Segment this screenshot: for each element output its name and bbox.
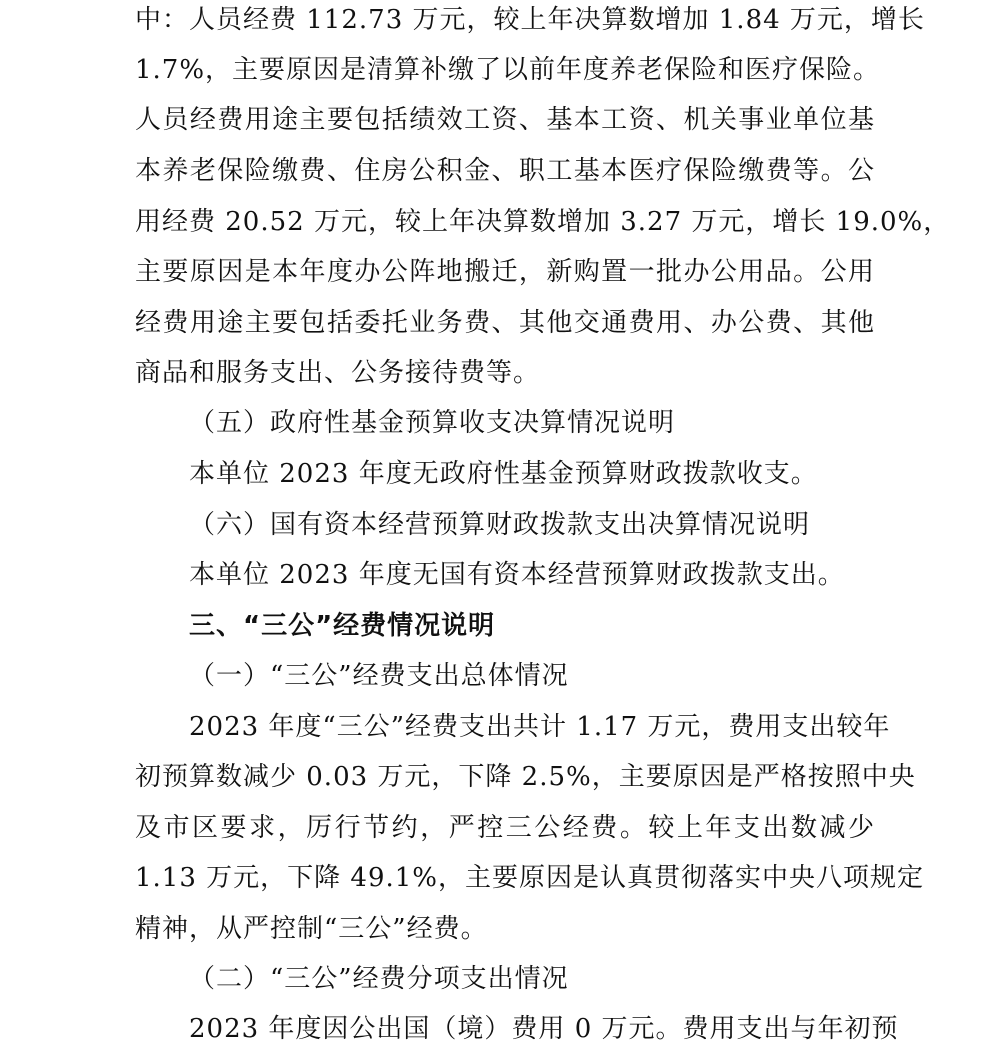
- section-heading: （二）“三公”经费分项支出情况: [189, 964, 569, 994]
- paragraph-line: 初预算数减少 0.03 万元，下降 2.5%，主要原因是严格按照中央: [135, 762, 916, 792]
- paragraph-line: 2023 年度“三公”经费支出共计 1.17 万元，费用支出较年: [189, 712, 891, 742]
- section-heading: （六）国有资本经营预算财政拨款支出决算情况说明: [189, 510, 811, 540]
- section-heading: （一）“三公”经费支出总体情况: [189, 661, 569, 691]
- paragraph-line: 经费用途主要包括委托业务费、其他交通费用、办公费、其他: [135, 308, 875, 338]
- section-heading: （五）政府性基金预算收支决算情况说明: [189, 408, 676, 438]
- chapter-heading: 三、“三公”经费情况说明: [189, 611, 496, 641]
- paragraph-line: 用经费 20.52 万元，较上年决算数增加 3.27 万元，增长 19.0%，: [135, 207, 951, 237]
- paragraph-line: 人员经费用途主要包括绩效工资、基本工资、机关事业单位基: [135, 105, 875, 135]
- paragraph-line: 及市区要求，厉行节约，严控三公经费。较上年支出数减少: [135, 813, 875, 843]
- paragraph-line: 1.13 万元，下降 49.1%，主要原因是认真贯彻落实中央八项规定: [135, 863, 925, 893]
- paragraph-line: 2023 年度因公出国（境）费用 0 万元。费用支出与年初预: [189, 1014, 899, 1044]
- paragraph-line: 商品和服务支出、公务接待费等。: [135, 358, 541, 388]
- paragraph-line: 精神，从严控制“三公”经费。: [135, 914, 488, 944]
- paragraph-line: 本单位 2023 年度无国有资本经营预算财政拨款支出。: [189, 560, 845, 590]
- paragraph-line: 本养老保险缴费、住房公积金、职工基本医疗保险缴费等。公: [135, 156, 875, 186]
- paragraph-line: 中：人员经费 112.73 万元，较上年决算数增加 1.84 万元，增长: [135, 5, 925, 35]
- paragraph-line: 主要原因是本年度办公阵地搬迁，新购置一批办公用品。公用: [135, 257, 875, 287]
- paragraph-line: 本单位 2023 年度无政府性基金预算财政拨款收支。: [189, 459, 818, 489]
- paragraph-line: 1.7%，主要原因是清算补缴了以前年度养老保险和医疗保险。: [135, 55, 881, 85]
